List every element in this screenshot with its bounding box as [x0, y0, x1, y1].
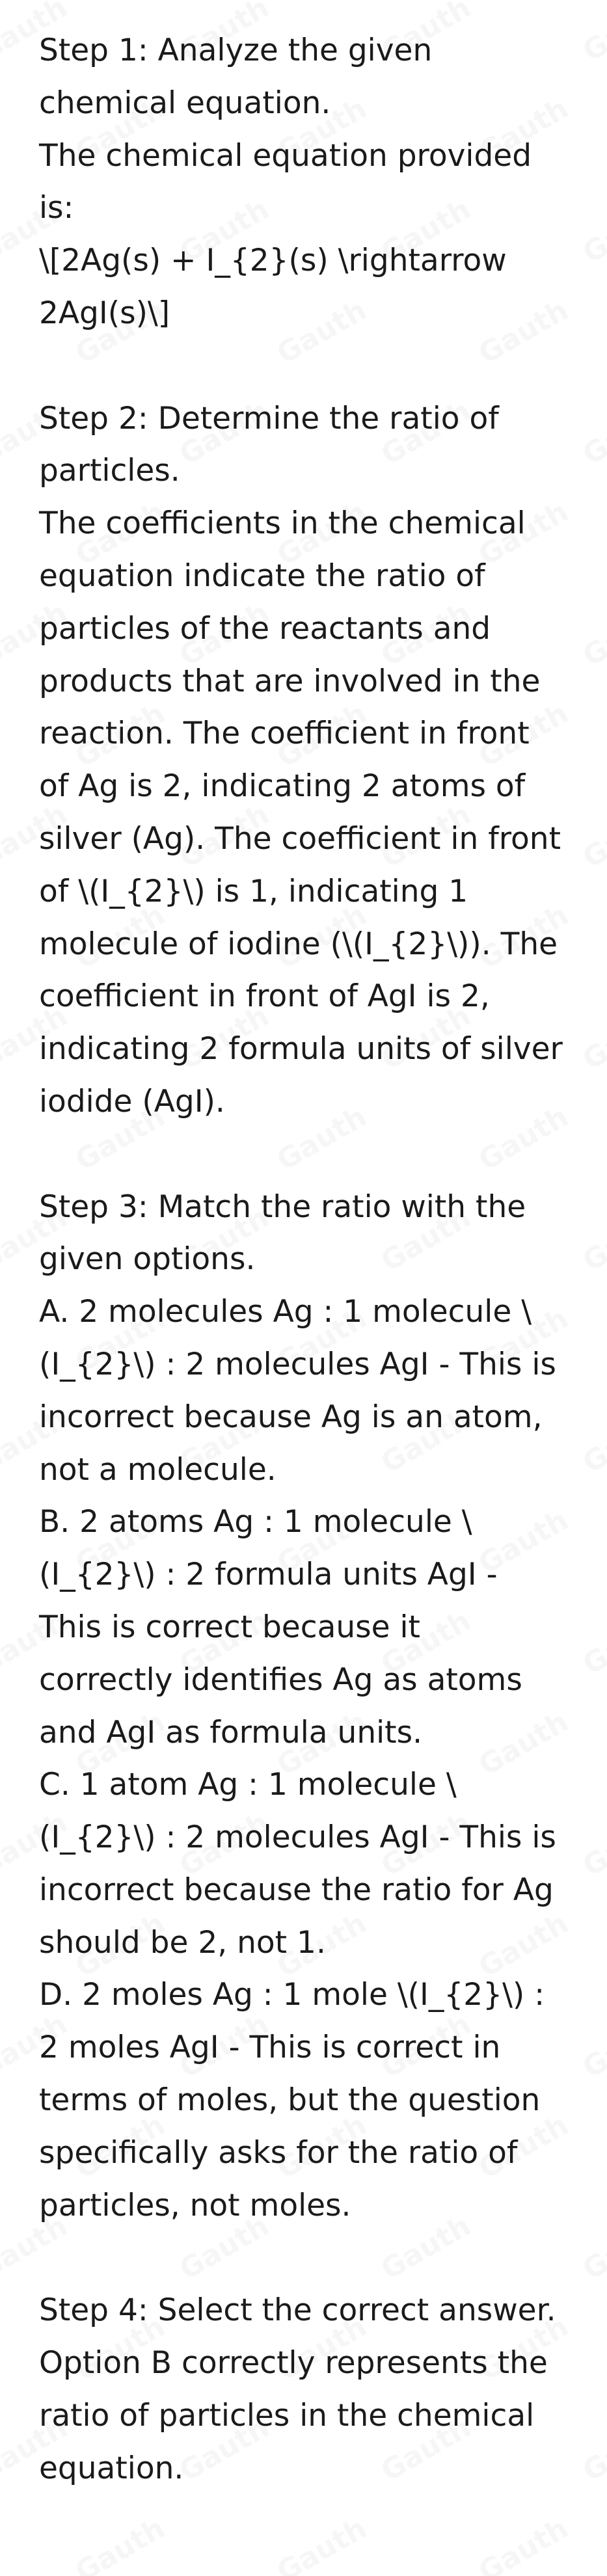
step-2-line: particles of the reactants and: [39, 610, 491, 647]
watermark-text: [577, 999, 607, 1077]
watermark-text: [577, 1201, 607, 1278]
step-3-line: and AgI as formula units.: [39, 1714, 423, 1751]
step-3-line: particles, not moles.: [39, 2187, 351, 2223]
step-3-line: (I_{2}\) : 2 molecules AgI - This is: [39, 1346, 556, 1382]
step-3-line: 2 moles AgI - This is correct in: [39, 2030, 501, 2066]
step-1-line: is:: [39, 190, 74, 226]
step-2-line: indicating 2 formula units of silver: [39, 1031, 563, 1067]
step-1: [39, 25, 579, 340]
step-2: [39, 393, 579, 1129]
watermark-text: [577, 0, 607, 68]
step-3-line: given options.: [39, 1241, 256, 1278]
step-1-line: The chemical equation provided: [39, 137, 532, 174]
step-3-line: incorrect because the ratio for Ag: [39, 1872, 554, 1908]
step-3-line: correctly identifies Ag as atoms: [39, 1661, 522, 1698]
step-2-line: The coefficients in the chemical: [39, 505, 526, 542]
step-4-line: ratio of particles in the chemical: [39, 2397, 535, 2434]
step-3-line: B. 2 atoms Ag : 1 molecule \: [39, 1504, 472, 1540]
step-2-line: equation indicate the ratio of: [39, 557, 485, 594]
step-4-line: Step 4: Select the correct answer.: [39, 2292, 556, 2329]
step-2-line: of \(I_{2}\) is 1, indicating 1: [39, 873, 468, 909]
step-4-line: Option B correctly represents the: [39, 2345, 548, 2381]
step-4: [39, 2285, 579, 2495]
step-2-line: Step 2: Determine the ratio of: [39, 400, 499, 436]
watermark-text: [577, 394, 607, 472]
watermark-text: [577, 193, 607, 270]
step-1-line: \[2Ag(s) + I_{2}(s) \rightarrow: [39, 243, 507, 279]
watermark-text: [577, 2007, 607, 2085]
step-3-line: not a molecule.: [39, 1451, 277, 1488]
step-2-line: of Ag is 2, indicating 2 atoms of: [39, 768, 526, 805]
watermark-text: [70, 2512, 170, 2576]
watermark-text: [577, 1604, 607, 1682]
step-3-line: specifically asks for the ratio of: [39, 2134, 518, 2171]
step-3-line: This is correct because it: [39, 1609, 420, 1645]
step-1-line: chemical equation.: [39, 85, 331, 121]
step-3-line: (I_{2}\) : 2 formula units AgI -: [39, 1557, 498, 1593]
step-3-line: should be 2, not 1.: [39, 1924, 326, 1961]
step-1-line: Step 1: Analyze the given: [39, 33, 433, 68]
watermark-text: [577, 1402, 607, 1480]
step-2-line: molecule of iodine (\(I_{2}\)). The: [39, 926, 558, 962]
step-1-line: 2AgI(s)\]: [39, 295, 170, 331]
step-2-line: iodide (AgI).: [39, 1083, 225, 1120]
step-4-line: equation.: [39, 2450, 184, 2486]
step-3-line: incorrect because Ag is an atom,: [39, 1399, 543, 1435]
step-gap: [39, 2232, 579, 2285]
step-3-line: Step 3: Match the ratio with the: [39, 1188, 526, 1225]
step-2-line: coefficient in front of AgI is 2,: [39, 978, 490, 1015]
watermark-text: [271, 2512, 372, 2576]
step-gap: [39, 340, 579, 393]
watermark-text: [577, 1806, 607, 1883]
step-3-line: D. 2 moles Ag : 1 mole \(I_{2}\) :: [39, 1977, 545, 2013]
step-2-line: particles.: [39, 453, 180, 489]
step-3-line: (I_{2}\) : 2 molecules AgI - This is: [39, 1819, 556, 1856]
step-3-line: C. 1 atom Ag : 1 molecule \: [39, 1767, 457, 1803]
watermark-text: [577, 798, 607, 875]
watermark-text: [577, 596, 607, 673]
solution-content: [39, 25, 579, 2495]
step-3: [39, 1181, 579, 2233]
watermark-text: [577, 2209, 607, 2287]
step-gap: [39, 1129, 579, 1181]
step-3-line: terms of moles, but the question: [39, 2082, 541, 2119]
step-2-line: silver (Ag). The coefficient in front: [39, 820, 561, 857]
watermark-text: [577, 2411, 607, 2488]
step-2-line: reaction. The coefficient in front: [39, 716, 530, 752]
watermark-text: [473, 2512, 574, 2576]
step-2-line: products that are involved in the: [39, 663, 541, 699]
step-3-line: A. 2 molecules Ag : 1 molecule \: [39, 1294, 532, 1330]
